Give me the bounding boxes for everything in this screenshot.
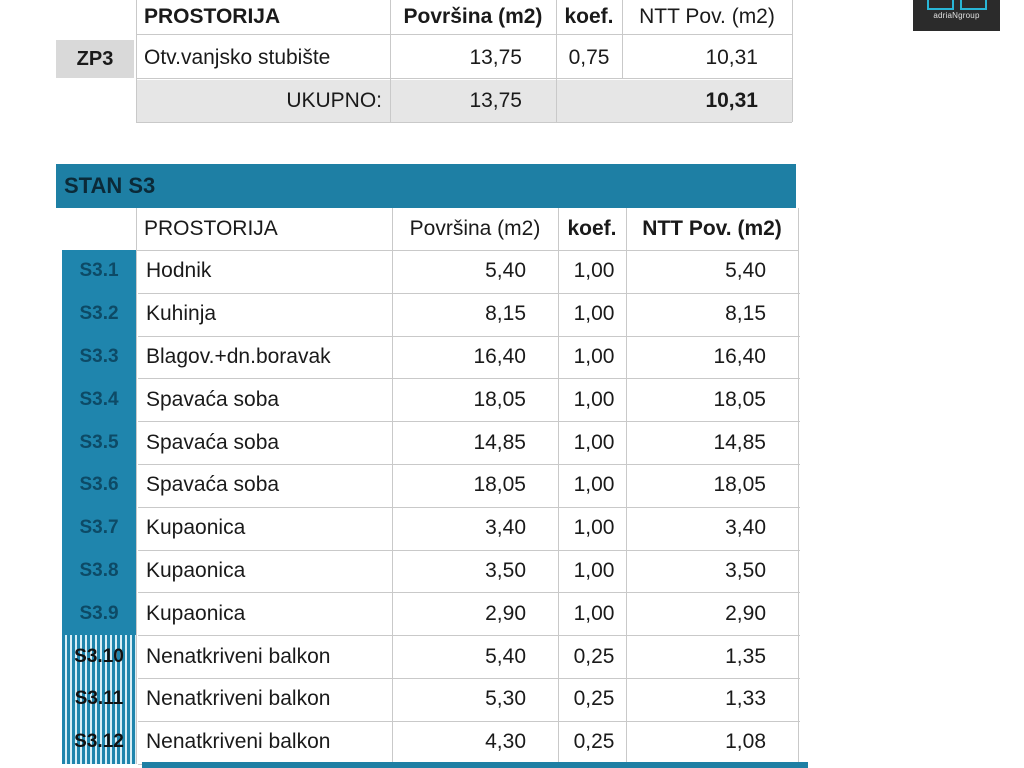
logo-text: adriaNgroup — [933, 11, 980, 20]
zp3-room-name: Otv.vanjsko stubište — [144, 46, 331, 69]
zp3-header-area: Površina (m2) — [403, 5, 543, 28]
s3-area: 3,40 — [485, 516, 526, 540]
s3-room-name: Spavaća soba — [146, 473, 280, 497]
s3-area: 4,30 — [485, 730, 526, 754]
s3-header-ntt: NTT Pov. (m2) — [642, 217, 782, 240]
s3-ntt: 1,08 — [725, 730, 766, 754]
zp3-grid-line — [136, 0, 137, 122]
s3-area: 5,30 — [485, 687, 526, 711]
s3-header-room: PROSTORIJA — [144, 217, 278, 240]
s3-room-name: Kuhinja — [146, 302, 217, 326]
s3-room-id: S3.9 — [62, 592, 136, 635]
s3-header-area: Površina (m2) — [409, 217, 541, 240]
zp3-grid-line — [556, 0, 557, 122]
s3-ntt: 18,05 — [713, 473, 766, 497]
zp3-total-area: 13,75 — [469, 89, 522, 112]
s3-ntt: 1,35 — [725, 644, 766, 668]
s3-ntt: 5,40 — [725, 259, 766, 283]
zp3-grid-line — [136, 34, 792, 35]
s3-area: 16,40 — [473, 344, 526, 368]
s3-room-name: Nenatkriveni balkon — [146, 687, 331, 711]
s3-grid-line — [626, 208, 627, 764]
s3-area: 5,40 — [485, 644, 526, 668]
s3-room-name: Nenatkriveni balkon — [146, 730, 331, 754]
s3-coef: 0,25 — [573, 644, 615, 668]
s3-area: 3,50 — [485, 558, 526, 582]
zp3-header-coef: koef. — [564, 5, 614, 28]
s3-room-id: S3.5 — [62, 421, 136, 464]
s3-room-id: S3.1 — [62, 250, 136, 293]
stan-s3-title: STAN S3 — [56, 164, 796, 208]
s3-room-name: Blagov.+dn.boravak — [146, 344, 331, 368]
s3-room-id: S3.12 — [62, 721, 136, 764]
s3-area: 5,40 — [485, 259, 526, 283]
s3-coef: 1,00 — [573, 473, 615, 497]
s3-room-id: S3.11 — [62, 678, 136, 721]
zp3-grid-line — [136, 78, 792, 79]
s3-coef: 1,00 — [573, 302, 615, 326]
s3-coef: 1,00 — [573, 601, 615, 625]
s3-room-name: Spavaća soba — [146, 387, 280, 411]
zp3-total-label: UKUPNO: — [286, 89, 382, 112]
zp3-grid-line — [390, 0, 391, 122]
s3-room-id: S3.4 — [62, 378, 136, 421]
zp3-code: ZP3 — [56, 40, 134, 78]
s3-grid-line — [558, 208, 559, 764]
s3-coef: 1,00 — [573, 558, 615, 582]
s3-grid-line — [392, 208, 393, 764]
s3-left-strip — [56, 250, 62, 762]
s3-coef: 1,00 — [573, 387, 615, 411]
s3-ntt: 14,85 — [713, 430, 766, 454]
s3-room-name: Kupaonica — [146, 516, 246, 540]
zp3-grid-line — [622, 0, 623, 78]
s3-room-name: Spavaća soba — [146, 430, 280, 454]
s3-ntt: 18,05 — [713, 387, 766, 411]
zp3-grid-line — [792, 0, 793, 122]
zp3-total-ntt: 10,31 — [705, 89, 758, 112]
s3-ntt: 3,50 — [725, 558, 766, 582]
zp3-coef: 0,75 — [568, 46, 610, 69]
s3-coef: 0,25 — [573, 730, 615, 754]
s3-ntt: 1,33 — [725, 687, 766, 711]
zp3-header-room: PROSTORIJA — [144, 5, 281, 28]
s3-room-id: S3.8 — [62, 550, 136, 593]
s3-ntt: 3,40 — [725, 516, 766, 540]
s3-area: 18,05 — [473, 387, 526, 411]
s3-coef: 1,00 — [573, 516, 615, 540]
s3-room-id: S3.3 — [62, 336, 136, 379]
s3-grid-line — [136, 250, 798, 251]
zp3-area: 13,75 — [469, 46, 522, 69]
logo-mark-icon — [927, 0, 987, 10]
s3-ntt: 2,90 — [725, 601, 766, 625]
s3-coef: 1,00 — [573, 430, 615, 454]
s3-room-name: Kupaonica — [146, 601, 246, 625]
s3-area: 2,90 — [485, 601, 526, 625]
s3-room-name: Kupaonica — [146, 558, 246, 582]
s3-bottom-bar — [142, 762, 808, 768]
zp3-header-ntt: NTT Pov. (m2) — [639, 5, 775, 28]
s3-room-name: Nenatkriveni balkon — [146, 644, 331, 668]
zp3-ntt: 10,31 — [705, 46, 758, 69]
s3-area: 14,85 — [473, 430, 526, 454]
s3-area: 8,15 — [485, 302, 526, 326]
s3-room-id: S3.7 — [62, 507, 136, 550]
s3-room-name: Hodnik — [146, 259, 212, 283]
s3-grid-line — [136, 208, 137, 764]
s3-room-id: S3.6 — [62, 464, 136, 507]
s3-ntt: 16,40 — [713, 344, 766, 368]
s3-coef: 1,00 — [573, 344, 615, 368]
s3-header-coef: koef. — [567, 217, 617, 240]
s3-room-id: S3.10 — [62, 635, 136, 678]
s3-coef: 0,25 — [573, 687, 615, 711]
s3-area: 18,05 — [473, 473, 526, 497]
s3-room-id: S3.2 — [62, 293, 136, 336]
s3-coef: 1,00 — [573, 259, 615, 283]
company-logo — [913, 0, 1000, 31]
s3-ntt: 8,15 — [725, 302, 766, 326]
zp3-grid-line — [136, 122, 792, 123]
s3-grid-line — [798, 208, 799, 764]
